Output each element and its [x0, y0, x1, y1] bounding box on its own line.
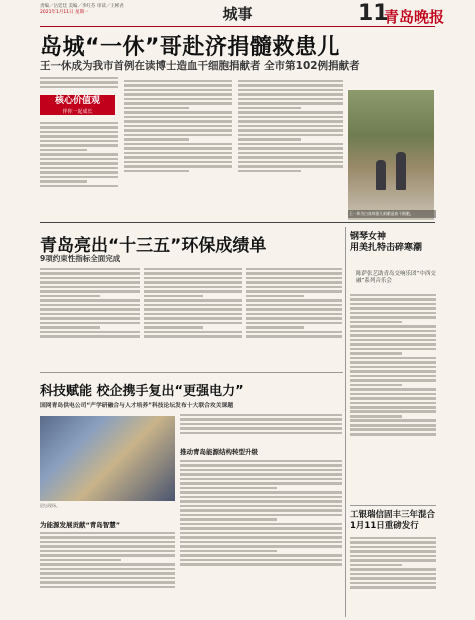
text-line: [40, 140, 118, 143]
text-line: [350, 582, 436, 585]
text-line: [40, 554, 175, 557]
text-line: [350, 312, 436, 315]
text-line: [238, 147, 343, 150]
text-line: [350, 428, 436, 431]
story1-headline: 岛城“一休”哥赴济捐髓救患儿: [40, 35, 340, 60]
text-line: [238, 111, 343, 114]
text-line: [238, 143, 343, 146]
text-line: [124, 134, 232, 137]
issue-date: 2021年1月11日 星期一: [40, 10, 89, 15]
text-line: [350, 325, 436, 328]
text-line: [124, 116, 232, 119]
forum-photo: [40, 416, 175, 501]
text-line: [40, 532, 175, 535]
text-line: [238, 138, 301, 141]
text-line: [180, 541, 342, 544]
text-line: [246, 295, 304, 298]
text-line: [40, 308, 140, 311]
proof-credit: 审读／王彬君: [96, 4, 124, 9]
text-line: [238, 156, 343, 159]
text-line: [180, 482, 342, 485]
text-line: [238, 84, 343, 87]
story3-body-left: [40, 530, 175, 615]
text-line: [350, 370, 436, 373]
text-line: [124, 165, 232, 168]
text-line: [350, 415, 402, 418]
text-line: [144, 295, 203, 298]
text-line: [40, 167, 118, 170]
text-line: [246, 299, 342, 302]
text-line: [238, 170, 301, 173]
text-line: [238, 93, 343, 96]
text-line: [180, 460, 342, 463]
text-line: [350, 343, 436, 346]
text-line: [40, 572, 175, 575]
text-line: [40, 272, 140, 275]
text-line: [350, 393, 436, 396]
text-line: [350, 573, 436, 576]
text-line: [180, 536, 342, 539]
text-line: [144, 308, 242, 311]
sidebar1-headline-line1: 钢琴女神: [350, 232, 387, 242]
text-line: [246, 331, 342, 334]
text-line: [144, 290, 242, 293]
text-line: [238, 120, 343, 123]
text-line: [124, 129, 232, 132]
text-line: [350, 410, 436, 413]
text-line: [40, 176, 118, 179]
text-line: [350, 546, 436, 549]
story1-body-col3: [238, 78, 343, 218]
text-line: [40, 317, 140, 320]
story-divider: [40, 222, 435, 223]
text-line: [350, 294, 436, 297]
sidebar2-headline-line1: 工银瑞信固丰三年混合: [350, 510, 436, 520]
text-line: [124, 80, 232, 83]
text-line: [40, 180, 87, 183]
text-line: [350, 384, 402, 387]
story1-subhead: 王一休成为我市首例在读博士造血干细胞捐献者 全市第102例捐献者: [40, 60, 360, 72]
sidebar1-headline-line2: 用美扎特击碎寒潮: [350, 243, 423, 253]
text-line: [40, 131, 118, 134]
sidebar1-subhead: 陈萨张艺助青岛交响乐团“中西交融”系列音乐会: [356, 271, 436, 284]
text-line: [350, 397, 436, 400]
text-line: [180, 518, 277, 521]
text-line: [40, 568, 175, 571]
text-line: [350, 303, 436, 306]
story3-subhead: 国网青岛供电公司“产学研融合与人才培养”科技论坛发布十大联合攻关课题: [40, 403, 234, 409]
text-line: [246, 290, 342, 293]
text-line: [40, 158, 118, 161]
text-line: [350, 568, 436, 571]
text-line: [40, 563, 175, 566]
text-line: [180, 505, 342, 508]
text-line: [40, 536, 175, 539]
text-line: [124, 120, 232, 123]
text-line: [350, 406, 436, 409]
sidebar1-headline: [350, 232, 440, 254]
text-line: [40, 326, 100, 329]
text-line: [350, 366, 436, 369]
text-line: [180, 550, 277, 553]
story2-body-col1: [40, 266, 140, 370]
text-line: [350, 321, 402, 324]
text-line: [350, 375, 436, 378]
text-line: [40, 295, 100, 298]
text-line: [144, 304, 242, 307]
core-values-title: 核心价值观: [54, 96, 100, 106]
text-line: [144, 317, 242, 320]
text-line: [350, 564, 402, 567]
sidebar2-headline-line2: 1月11日重磅发行: [350, 520, 419, 531]
text-line: [144, 286, 242, 289]
text-line: [40, 541, 175, 544]
column-rule: [345, 227, 346, 617]
text-line: [350, 541, 436, 544]
text-line: [180, 500, 342, 503]
text-line: [40, 331, 140, 334]
section-title: 城事: [222, 5, 253, 23]
text-line: [246, 335, 342, 338]
text-line: [246, 317, 342, 320]
sidebar2-body: [350, 535, 436, 615]
text-line: [246, 304, 342, 307]
text-line: [40, 153, 118, 156]
text-line: [124, 147, 232, 150]
text-line: [246, 308, 342, 311]
text-line: [350, 559, 436, 562]
text-line: [124, 107, 189, 110]
text-line: [144, 322, 242, 325]
text-line: [40, 281, 140, 284]
sidebar2-headline: [350, 510, 440, 531]
story-divider-2: [40, 372, 343, 373]
text-line: [350, 348, 436, 351]
text-line: [124, 138, 189, 141]
text-line: [40, 313, 140, 316]
story2-body-col2: [144, 266, 242, 370]
text-line: [350, 298, 436, 301]
text-line: [350, 424, 436, 427]
text-line: [40, 550, 175, 553]
forum-photo-caption: 论坛现场。: [40, 503, 60, 508]
story3-subsection-a: 为能源发展贡献“青岛智慧”: [40, 521, 121, 529]
story2-headline: 青岛亮出“十三五”环保成绩单: [40, 236, 267, 256]
text-line: [246, 272, 342, 275]
text-line: [350, 577, 436, 580]
sidebar1-body: [350, 292, 436, 502]
text-line: [40, 559, 121, 562]
text-line: [238, 102, 343, 105]
text-line: [246, 313, 342, 316]
text-line: [40, 322, 140, 325]
text-line: [238, 80, 343, 83]
text-line: [124, 156, 232, 159]
text-line: [350, 555, 436, 558]
text-line: [246, 326, 304, 329]
text-line: [124, 152, 232, 155]
text-line: [40, 268, 140, 271]
text-line: [144, 277, 242, 280]
text-line: [180, 491, 342, 494]
text-line: [180, 473, 342, 476]
text-line: [40, 545, 175, 548]
text-line: [350, 316, 436, 319]
text-line: [180, 414, 342, 417]
story3-subsection-b: 推动青岛能源结构转型升级: [180, 448, 258, 456]
text-line: [350, 334, 436, 337]
text-line: [144, 299, 242, 302]
text-line: [350, 433, 436, 436]
text-line: [350, 419, 436, 422]
text-line: [246, 281, 342, 284]
text-line: [124, 170, 189, 173]
text-line: [180, 509, 342, 512]
text-line: [124, 84, 232, 87]
text-line: [180, 523, 342, 526]
text-line: [238, 134, 343, 137]
core-values-subtitle: 伴你一起成长: [62, 109, 93, 115]
text-line: [40, 286, 140, 289]
text-line: [124, 98, 232, 101]
text-line: [40, 149, 87, 152]
text-line: [40, 335, 140, 338]
text-line: [40, 126, 118, 129]
story1-body-col1b: [40, 120, 118, 220]
text-line: [238, 129, 343, 132]
text-line: [350, 379, 436, 382]
text-line: [350, 586, 436, 589]
text-line: [40, 122, 118, 125]
text-line: [144, 281, 242, 284]
editor-credit: 责编／岳廷廷: [40, 4, 67, 9]
text-line: [40, 577, 175, 580]
text-line: [180, 545, 342, 548]
text-line: [40, 277, 140, 280]
text-line: [144, 331, 242, 334]
text-line: [180, 469, 342, 472]
story1-body-col1: [40, 75, 118, 95]
story1-body-col2: [124, 78, 232, 218]
text-line: [238, 125, 343, 128]
text-line: [124, 89, 232, 92]
art-credit: 美编／李红芬: [68, 4, 96, 9]
text-line: [40, 290, 140, 293]
text-line: [180, 478, 342, 481]
text-line: [144, 335, 242, 338]
story2-body-col3: [246, 266, 342, 370]
text-line: [40, 144, 118, 147]
text-line: [180, 464, 342, 467]
text-line: [124, 102, 232, 105]
text-line: [144, 268, 242, 271]
text-line: [180, 427, 342, 430]
text-line: [124, 93, 232, 96]
text-line: [238, 107, 301, 110]
text-line: [238, 152, 343, 155]
text-line: [350, 330, 436, 333]
text-line: [40, 135, 118, 138]
text-line: [350, 307, 436, 310]
text-line: [246, 277, 342, 280]
text-line: [124, 111, 232, 114]
text-line: [40, 162, 118, 165]
story3-headline: 科技赋能 校企携手复出“更强电力”: [40, 384, 244, 399]
text-line: [350, 357, 436, 360]
story3-body-right: [180, 458, 342, 613]
text-line: [246, 268, 342, 271]
text-line: [350, 361, 436, 364]
text-line: [238, 89, 343, 92]
text-line: [350, 550, 436, 553]
text-line: [180, 432, 342, 435]
header-rule: [40, 26, 435, 27]
text-line: [40, 586, 175, 589]
text-line: [350, 402, 436, 405]
text-line: [124, 161, 232, 164]
text-line: [180, 554, 342, 557]
text-line: [350, 339, 436, 342]
text-line: [124, 143, 232, 146]
text-line: [238, 116, 343, 119]
text-line: [180, 532, 342, 535]
text-line: [350, 388, 436, 391]
text-line: [246, 322, 342, 325]
text-line: [40, 299, 140, 302]
text-line: [180, 563, 342, 566]
text-line: [180, 559, 342, 562]
text-line: [350, 352, 402, 355]
donor-photo-caption: 王一休为白血病患儿捐献造血干细胞。: [348, 210, 436, 218]
text-line: [350, 537, 436, 540]
text-line: [40, 171, 118, 174]
text-line: [144, 313, 242, 316]
text-line: [180, 514, 342, 517]
text-line: [180, 496, 342, 499]
text-line: [246, 286, 342, 289]
story3-body-right-top: [180, 412, 342, 446]
text-line: [144, 272, 242, 275]
text-line: [238, 161, 343, 164]
text-line: [238, 165, 343, 168]
text-line: [180, 487, 277, 490]
donor-photo: [348, 90, 434, 220]
sidebar-divider: [350, 505, 436, 506]
text-line: [238, 98, 343, 101]
story2-subhead: 9项约束性指标全面完成: [40, 254, 121, 263]
text-line: [124, 125, 232, 128]
text-line: [180, 423, 342, 426]
text-line: [144, 326, 203, 329]
text-line: [40, 304, 140, 307]
text-line: [180, 418, 342, 421]
masthead-logo: 青岛晚报: [384, 8, 445, 26]
text-line: [40, 185, 118, 188]
text-line: [40, 581, 175, 584]
text-line: [180, 527, 342, 530]
page-number: 11: [358, 1, 389, 26]
